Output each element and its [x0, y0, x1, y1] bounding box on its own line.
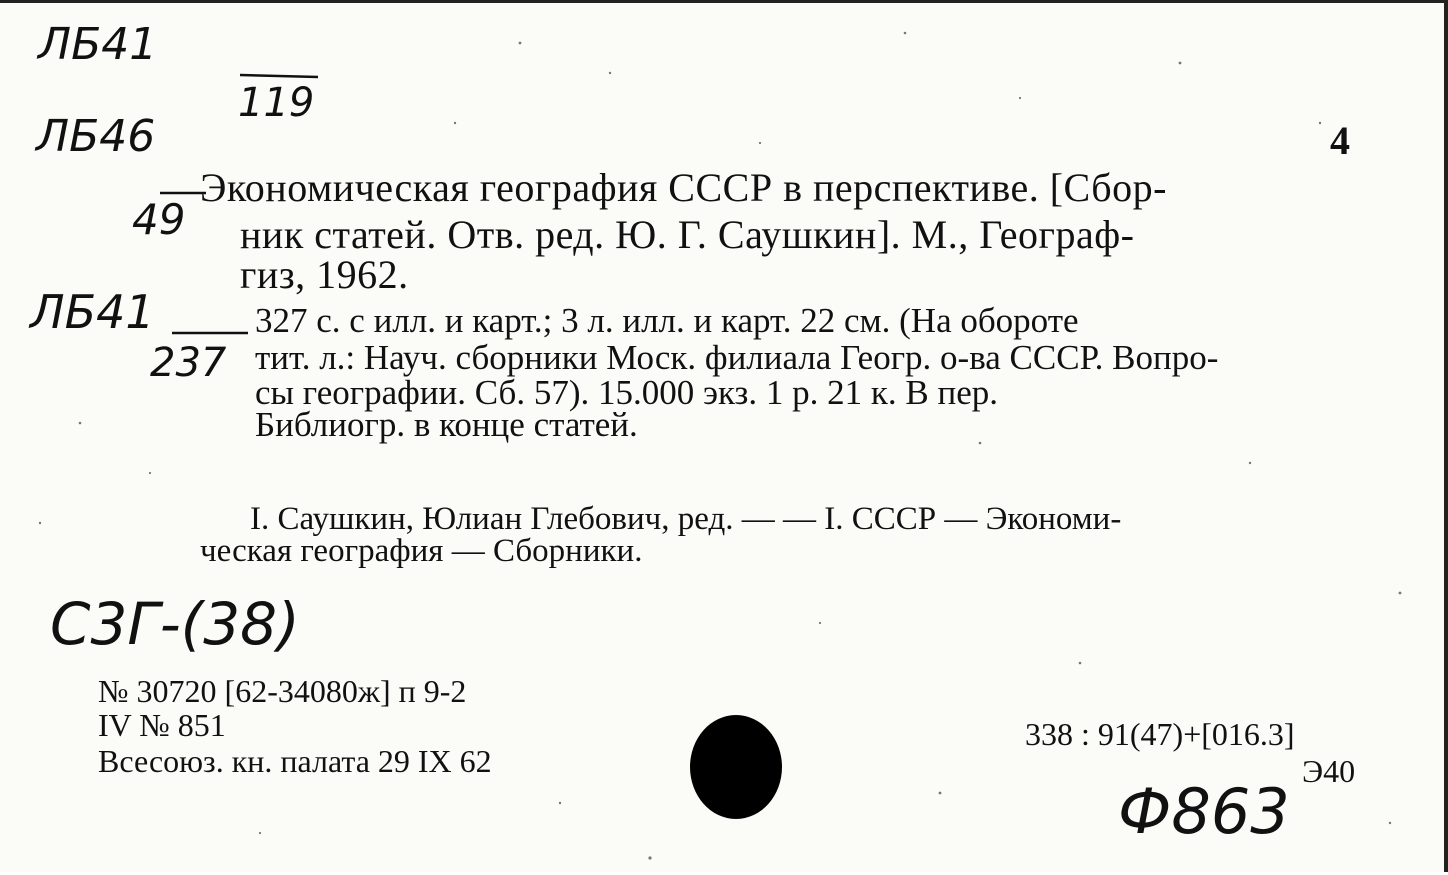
footer-line-1: № 30720 [62-34080ж] п 9-2	[98, 673, 467, 709]
title-line-1: Экономическая география СССР в перспективе. [Сбор-	[200, 165, 1167, 210]
title-line-3: гиз, 1962.	[240, 252, 409, 297]
card-number: 4	[1330, 118, 1350, 163]
description-line-4: Библиогр. в конце статей.	[255, 405, 638, 444]
handwritten-code-1-number: 119	[238, 80, 315, 126]
punch-hole	[690, 715, 782, 819]
handwritten-code-2-number: 49	[132, 195, 186, 244]
handwritten-inventory-number: Ф863	[1118, 775, 1290, 848]
udc-classification: 338 : 91(47)+[016.3]	[1025, 716, 1295, 752]
footer-line-2: IV № 851	[98, 707, 226, 743]
handwritten-code-3-number: 237	[150, 340, 227, 386]
description-line-3: сы географии. Сб. 57). 15.000 экз. 1 р. 21 к. В пер.	[255, 373, 998, 412]
description-line-1: 327 с. с илл. и карт.; 3 л. илл. и карт. 22 см. (На обороте	[255, 301, 1079, 340]
tracings-line-2: ческая география — Сборники.	[200, 533, 643, 569]
description-line-2: тит. л.: Науч. сборники Моск. филиала Геогр. о-ва СССР. Вопро-	[255, 338, 1219, 377]
bbk-code: Э40	[1302, 753, 1356, 789]
handwritten-code-2: ЛБ46	[36, 111, 156, 162]
title-line-2: ник статей. Отв. ред. Ю. Г. Саушкин]. М., Географ-	[240, 212, 1135, 257]
handwritten-classmark: С3Г-(38)	[50, 590, 300, 658]
tracings-line-1: I. Саушкин, Юлиан Глебович, ред. — — I. СССР — Экономи-	[250, 501, 1122, 537]
footer-line-3: Всесоюз. кн. палата 29 IX 62	[98, 743, 492, 779]
handwritten-code-1: ЛБ41	[38, 19, 158, 70]
handwritten-code-3: ЛБ41	[30, 285, 155, 339]
